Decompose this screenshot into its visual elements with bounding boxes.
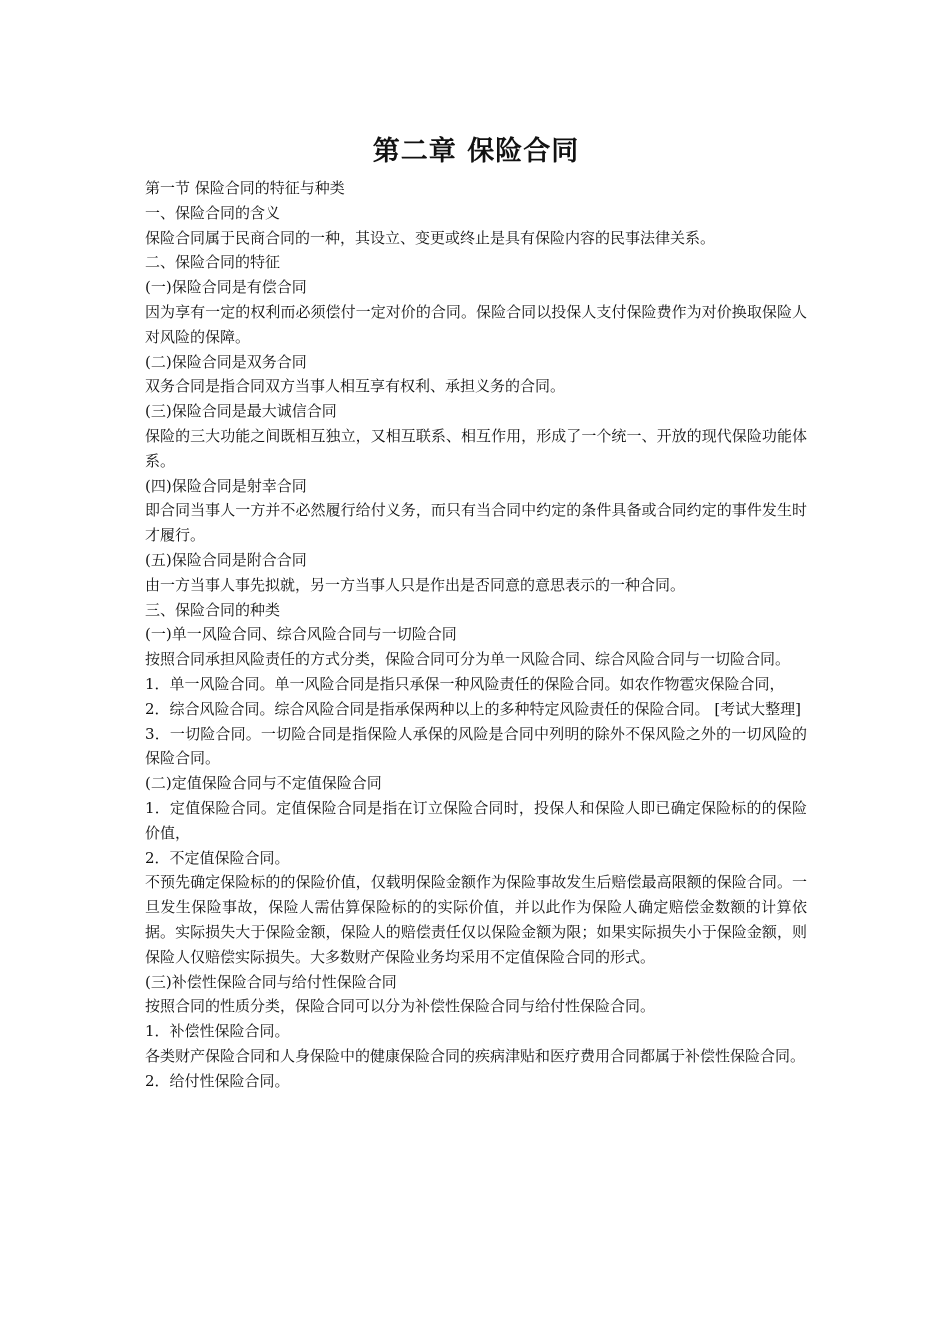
item-heading: (五)保险合同是附合合同 <box>145 550 307 569</box>
body-paragraph: 双务合同是指合同双方当事人相互享有权利、承担义务的合同。 <box>145 377 566 396</box>
body-paragraph: 按照合同的性质分类，保险合同可以分为补偿性保险合同与给付性保险合同。 <box>145 997 656 1016</box>
body-paragraph: 保险合同属于民商合同的一种，其设立、变更或终止是具有保险内容的民事法律关系。 <box>145 228 716 247</box>
numbered-paragraph: 2．综合风险合同。综合风险合同是指承保两种以上的多种特定风险责任的保险合同。 [考试大整理] <box>145 699 802 718</box>
body-paragraph: 保险的三大功能之间既相互独立，又相互联系、相互作用，形成了一个统一、开放的现代保险功能体系。 <box>145 426 807 470</box>
section-heading: 第一节 保险合同的特征与种类 <box>145 179 345 197</box>
item-heading: (三)保险合同是最大诚信合同 <box>145 402 337 421</box>
numbered-paragraph: 1．补偿性保险合同。 <box>145 1022 290 1041</box>
numbered-paragraph: 2．不定值保险合同。 <box>145 848 290 867</box>
subsection-heading: 一、保险合同的含义 <box>145 203 281 222</box>
item-heading: (四)保险合同是射幸合同 <box>145 476 307 495</box>
item-heading: (一)单一风险合同、综合风险合同与一切险合同 <box>145 625 457 644</box>
document-body <box>145 176 807 1093</box>
subsection-heading: 三、保险合同的种类 <box>145 600 281 619</box>
numbered-paragraph: 1．定值保险合同。定值保险合同是指在订立保险合同时，投保人和保险人即已确定保险标的的保险价值， <box>145 798 807 842</box>
numbered-paragraph: 3．一切险合同。一切险合同是指保险人承保的风险是合同中列明的除外不保风险之外的一切风险的保险合同。 <box>145 724 807 768</box>
body-paragraph: 由一方当事人事先拟就，另一方当事人只是作出是否同意的意思表示的一种合同。 <box>145 575 686 594</box>
document-page <box>145 132 807 1093</box>
item-heading: (一)保险合同是有偿合同 <box>145 278 307 297</box>
item-heading: (二)定值保险合同与不定值保险合同 <box>145 774 382 793</box>
body-paragraph: 即合同当事人一方并不必然履行给付义务，而只有当合同中约定的条件具备或合同约定的事件发生时才履行。 <box>145 501 807 545</box>
item-heading: (三)补偿性保险合同与给付性保险合同 <box>145 972 397 991</box>
subsection-heading: 二、保险合同的特征 <box>145 253 281 272</box>
body-paragraph: 各类财产保险合同和人身保险中的健康保险合同的疾病津贴和医疗费用合同都属于补偿性保险合同。 <box>145 1046 806 1065</box>
body-paragraph: 因为享有一定的权利而必须偿付一定对价的合同。保险合同以投保人支付保险费作为对价换取保险人对风险的保障。 <box>145 302 807 346</box>
body-paragraph: 按照合同承担风险责任的方式分类，保险合同可分为单一风险合同、综合风险合同与一切险合同。 <box>145 650 791 669</box>
body-paragraph: 不预先确定保险标的的保险价值，仅载明保险金额作为保险事故发生后赔偿最高限额的保险合同。一旦发生保险事故，保险人需估算保险标的的实际价值，并以此作为保险人确定赔偿金数额的计算依据。实际损失大于保险金额，保险人的赔偿责任仅以保险金额为限；如果实际损失小于保险金额，则保险人仅赔偿实际损失。大多数财产保险业务均采用不定值保险合同的形式。 <box>145 873 807 966</box>
numbered-paragraph: 2．给付性保险合同。 <box>145 1071 290 1090</box>
numbered-paragraph: 1．单一风险合同。单一风险合同是指只承保一种风险责任的保险合同。如农作物雹灾保险合同， <box>145 674 785 693</box>
chapter-title: 第二章 保险合同 <box>372 136 580 167</box>
item-heading: (二)保险合同是双务合同 <box>145 352 307 371</box>
